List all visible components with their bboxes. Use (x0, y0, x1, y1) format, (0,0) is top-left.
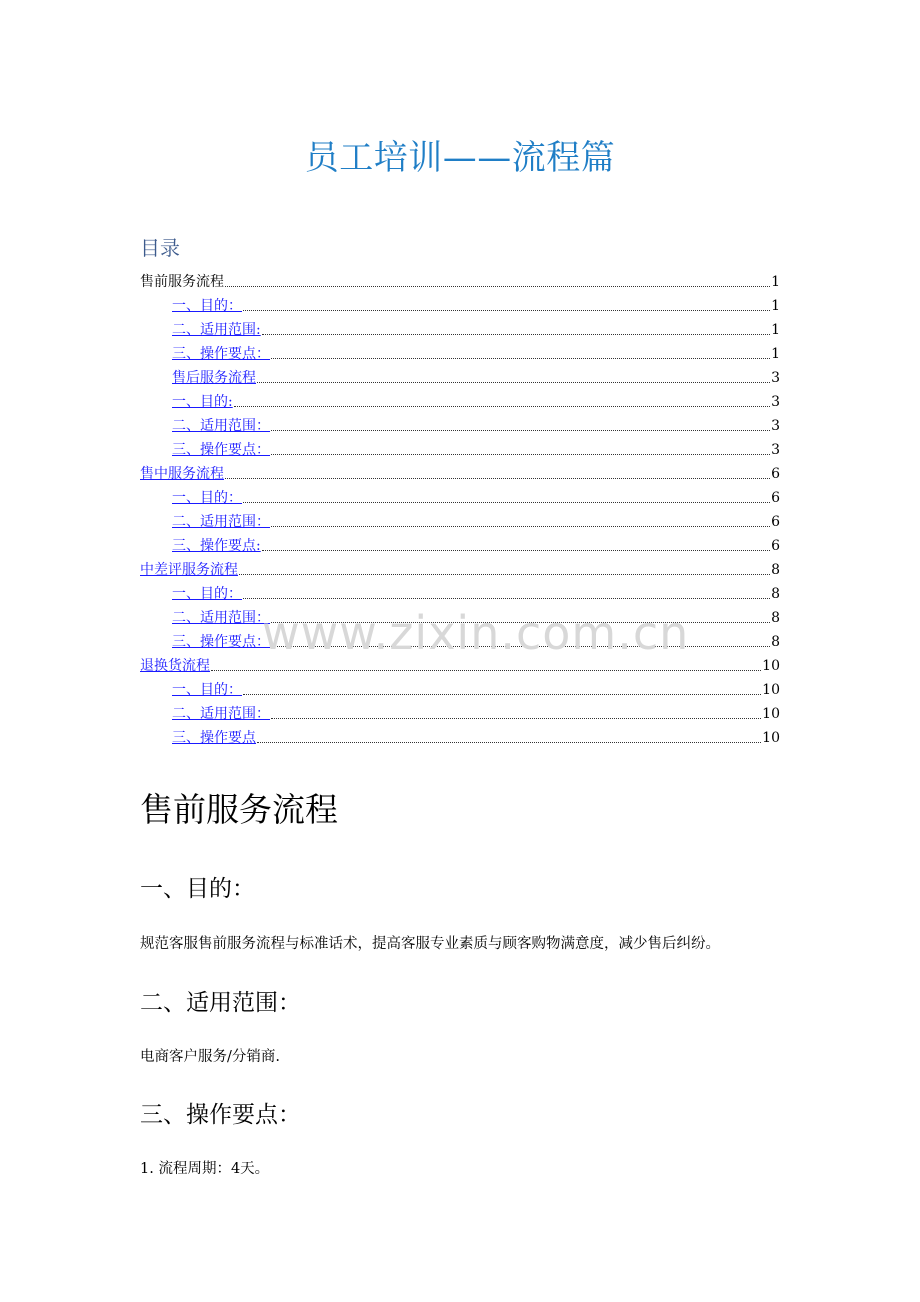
points-heading: 三、操作要点： (140, 1102, 301, 1128)
toc-entry[interactable] (140, 438, 780, 462)
toc-page-number: 6 (771, 538, 780, 554)
toc-dot-leader (262, 550, 770, 551)
toc-entry[interactable] (140, 534, 780, 558)
toc-page-number: 1 (771, 322, 780, 338)
toc-entry-title[interactable]: 中差评服务流程 (140, 562, 238, 578)
toc-dot-leader (271, 718, 761, 719)
section-title: 售前服务流程 (140, 790, 338, 829)
toc-entry-title[interactable]: 一、目的： (172, 682, 242, 698)
toc-entry-title[interactable]: 二、适用范围： (172, 514, 270, 530)
toc-page-number: 10 (762, 706, 780, 722)
toc-entry-title[interactable]: 一、目的: (172, 394, 233, 410)
toc-dot-leader (271, 430, 770, 431)
toc-dot-leader (257, 382, 770, 383)
toc-entry-title[interactable]: 二、适用范围： (172, 418, 270, 434)
toc-page-number: 8 (771, 586, 780, 602)
scope-heading: 二、适用范围： (140, 990, 301, 1016)
toc-dot-leader (243, 598, 770, 599)
toc-dot-leader (243, 310, 770, 311)
toc-page-number: 3 (771, 418, 780, 434)
toc-entry-title[interactable]: 三、操作要点： (172, 442, 270, 458)
toc-dot-leader (225, 478, 770, 479)
toc-entry-title[interactable]: 三、操作要点： (172, 634, 270, 650)
toc-entry-title[interactable]: 一、目的： (172, 298, 242, 314)
points-item-1: 1. 流程周期：4天。 (140, 1161, 270, 1177)
watermark: www.zixin.com.cn (262, 606, 690, 660)
toc-entry-title[interactable]: 一、目的： (172, 586, 242, 602)
toc-page-number: 3 (771, 442, 780, 458)
toc-entry[interactable] (140, 582, 780, 606)
toc-entry[interactable] (140, 702, 780, 726)
toc-entry[interactable] (140, 366, 780, 390)
toc-entry-title[interactable]: 二、适用范围： (172, 706, 270, 722)
toc-entry-title[interactable]: 售中服务流程 (140, 466, 224, 482)
table-of-contents (140, 270, 780, 750)
toc-entry[interactable] (140, 558, 780, 582)
toc-page-number: 8 (771, 610, 780, 626)
toc-dot-leader (271, 526, 770, 527)
toc-entry (140, 270, 780, 294)
toc-page-number: 10 (762, 658, 780, 674)
purpose-text: 规范客服售前服务流程与标准话术，提高客服专业素质与顾客购物满意度，减少售后纠纷。 (140, 936, 720, 952)
toc-entry[interactable] (140, 462, 780, 486)
toc-dot-leader (211, 670, 761, 671)
toc-page-number: 10 (762, 682, 780, 698)
toc-entry[interactable] (140, 318, 780, 342)
toc-entry[interactable] (140, 342, 780, 366)
toc-entry[interactable] (140, 294, 780, 318)
toc-entry-title[interactable]: 二、适用范围: (172, 322, 261, 338)
toc-page-number: 1 (771, 274, 780, 290)
toc-entry[interactable] (140, 486, 780, 510)
toc-entry-title[interactable]: 售后服务流程 (172, 370, 256, 386)
toc-dot-leader (271, 454, 770, 455)
toc-entry[interactable] (140, 414, 780, 438)
toc-dot-leader (234, 406, 770, 407)
toc-entry-title[interactable]: 二、适用范围： (172, 610, 270, 626)
toc-entry[interactable] (140, 390, 780, 414)
toc-dot-leader (262, 334, 770, 335)
scope-text: 电商客户服务/分销商. (140, 1049, 280, 1065)
toc-entry[interactable] (140, 678, 780, 702)
toc-heading: 目录 (140, 236, 180, 260)
toc-page-number: 6 (771, 466, 780, 482)
toc-page-number: 10 (762, 730, 780, 746)
toc-page-number: 3 (771, 394, 780, 410)
toc-page-number: 6 (771, 490, 780, 506)
toc-dot-leader (243, 502, 770, 503)
toc-entry-title[interactable]: 三、操作要点： (172, 346, 270, 362)
toc-page-number: 1 (771, 346, 780, 362)
toc-entry-title[interactable]: 三、操作要点: (172, 538, 261, 554)
toc-entry[interactable] (140, 510, 780, 534)
toc-entry-title: 售前服务流程 (140, 274, 224, 290)
toc-entry[interactable] (140, 726, 780, 750)
toc-entry-title[interactable]: 三、操作要点 (172, 730, 256, 746)
toc-page-number: 3 (771, 370, 780, 386)
toc-dot-leader (243, 694, 761, 695)
toc-dot-leader (239, 574, 770, 575)
toc-dot-leader (271, 358, 770, 359)
toc-page-number: 1 (771, 298, 780, 314)
toc-entry-title[interactable]: 退换货流程 (140, 658, 210, 674)
toc-page-number: 8 (771, 562, 780, 578)
toc-page-number: 8 (771, 634, 780, 650)
toc-entry-title[interactable]: 一、目的： (172, 490, 242, 506)
toc-dot-leader (225, 286, 770, 287)
page-title: 员工培训——流程篇 (304, 138, 616, 178)
toc-page-number: 6 (771, 514, 780, 530)
purpose-heading: 一、目的： (140, 876, 255, 902)
toc-dot-leader (257, 742, 761, 743)
